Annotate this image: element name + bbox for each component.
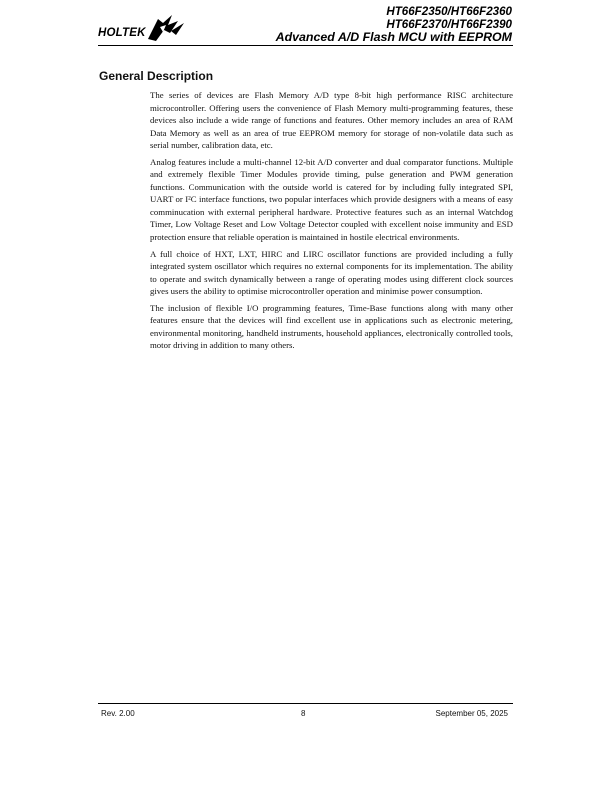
logo-emblem-icon [144,13,188,43]
footer-date: September 05, 2025 [435,709,508,718]
paragraph-oscillators: A full choice of HXT, LXT, HIRC and LIRC oscillator functions are provided including a fully integrated system oscillator which requires no external components for its implementation. The ability to operate and switch dynamically between a range of operating modes using different clock sources gives users the ability to optimise microcontroller operation and minimise power consumption. [150,248,513,297]
header-title-line1: HT66F2350/HT66F2360 [386,5,512,18]
footer-rule [98,703,513,704]
document-header-titles [276,5,512,45]
paragraph-overview: The series of devices are Flash Memory A/D type 8-bit high performance RISC architecture microcontroller. Offering users the convenience of Flash Memory multi-programming features, these devices also include a wide range of functions and features. Other memory includes an area of RAM Data Memory as well as an area of true EEPROM memory for storage of non-volatile data such as serial number, calibration data, etc. [150,90,513,151]
section-title: General Description [99,69,214,83]
description-body [150,89,513,356]
paragraph-applications: The inclusion of flexible I/O programming features, Time-Base functions along with many other features ensure that the devices will find excellent use in applications such as electronic metering, environmental monitoring, handheld instruments, household appliances, electronically controlled tools, motor driving in addition to many others. [150,302,513,351]
header-title-line3: Advanced A/D Flash MCU with EEPROM [275,30,512,45]
footer-page-number: 8 [301,709,306,718]
header-rule [98,45,513,46]
holtek-logo [98,13,190,43]
logo-wordmark: HOLTEK [98,27,146,39]
header-title-line2: HT66F2370/HT66F2390 [386,18,512,32]
paragraph-analog-features: Analog features include a multi-channel 12-bit A/D converter and dual comparator functions. Multiple and extremely flexible Timer Modules provide timing, pulse generation and PWM generation functions. Communication with the outside world is catered for by including fully integrated SPI, UART or I²C interface functions, two popular interfaces which provide designers with a means of easy comminucation with external peripheral hardware. Protective features such as an internal Watchdog Timer, Low Voltage Reset and Low Voltage Detector coupled with excellent noise immunity and ESD protection ensure that reliable operation is maintained in hostile electrical environments. [150,156,513,243]
footer-revision: Rev. 2.00 [101,709,135,718]
